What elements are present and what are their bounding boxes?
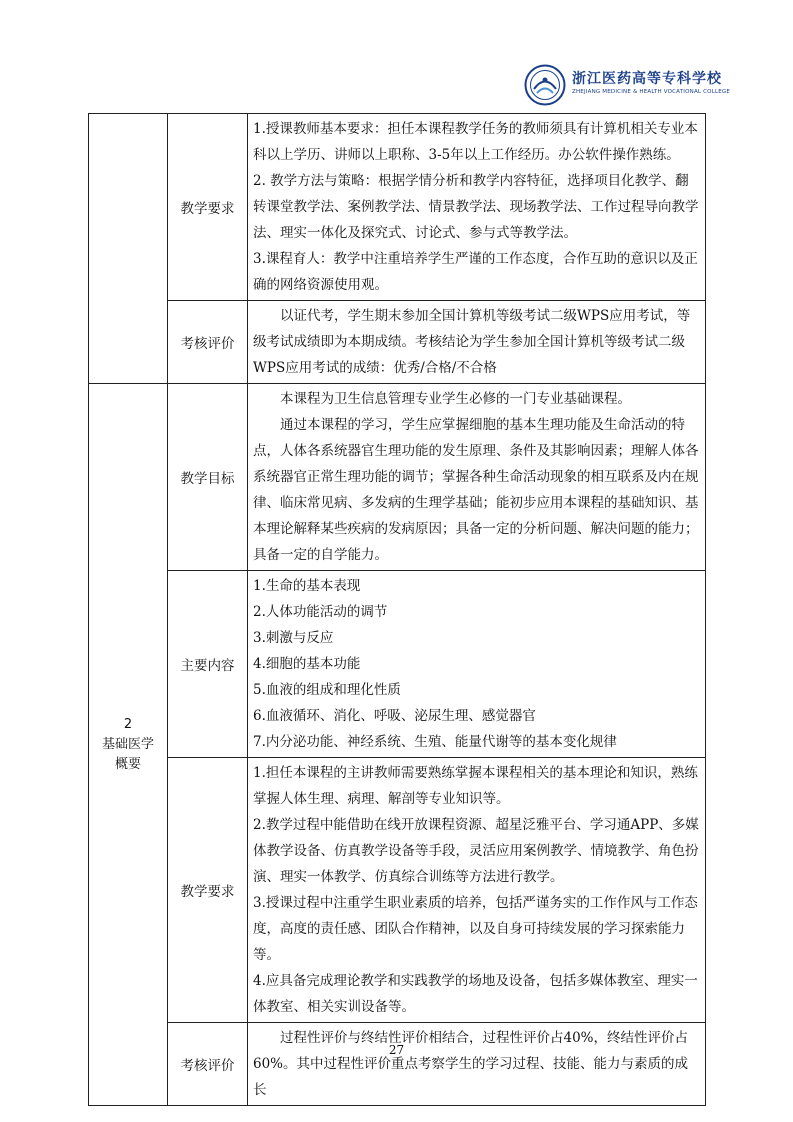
content-paragraph: 2.教学过程中能借助在线开放课程资源、超星泛雅平台、学习通APP、多媒体教学设备、仿真教学设备等手段，灵活应用案例教学、情境教学、角色扮演、理实一体教学、仿真综合训练等方法进行教学。 [253, 817, 699, 885]
table-row [89, 571, 706, 758]
college-logo [524, 64, 731, 108]
content-paragraph: 以证代考，学生期末参加全国计算机等级考试二级WPS应用考试，等级考试成绩即为本期成绩。考核结论为学生参加全国计算机等级考试二级WPS应用考试的成绩：优秀/合格/不合格 [253, 308, 691, 376]
table-row [89, 384, 706, 571]
row-label: 教学要求 [168, 758, 248, 1023]
content-paragraph: 1.授课教师基本要求：担任本课程教学任务的教师须具有计算机相关专业本科以上学历、讲师以上职称、3-5年以上工作经历。办公软件操作熟练。 [253, 121, 698, 163]
content-paragraph: 2.人体功能活动的调节 [253, 604, 388, 620]
row-content [248, 114, 706, 301]
section-cell [89, 384, 168, 1106]
content-paragraph: 4.应具备完成理论教学和实践教学的场地及设备，包括多媒体教室、理实一体教室、相关实训设备等。 [253, 973, 698, 1015]
section-name: 概要 [114, 756, 141, 772]
section-name: 基础医学 [101, 736, 154, 752]
row-content [248, 1023, 706, 1106]
college-name-cn: 浙江医药高等专科学校 [572, 71, 722, 87]
row-label: 考核评价 [168, 301, 248, 384]
row-content [248, 758, 706, 1023]
page-number: 27 [388, 1043, 405, 1057]
content-paragraph: 3.刺激与反应 [253, 630, 334, 646]
table-row [89, 1023, 706, 1106]
row-label: 教学目标 [168, 384, 248, 571]
row-content [248, 384, 706, 571]
section-number: 2 [123, 716, 133, 732]
content-paragraph: 4.细胞的基本功能 [253, 656, 361, 672]
content-paragraph: 6.血液循环、消化、呼吸、泌尿生理、感觉器官 [253, 708, 536, 724]
college-emblem-icon [524, 64, 566, 106]
content-paragraph: 3.授课过程中注重学生职业素质的培养，包括严谨务实的工作作风与工作态度，高度的责任感、团队合作精神，以及自身可持续发展的学习探索能力等。 [253, 895, 698, 963]
row-label: 主要内容 [168, 571, 248, 758]
row-content [248, 571, 706, 758]
table-row [89, 758, 706, 1023]
content-paragraph: 1.生命的基本表现 [253, 578, 361, 594]
content-paragraph: 1.担任本课程的主讲教师需要熟练掌握本课程相关的基本理论和知识，熟练掌握人体生理、病理、解剖等专业知识等。 [253, 765, 698, 807]
row-label: 教学要求 [168, 114, 248, 301]
content-paragraph: 5.血液的组成和理化性质 [253, 682, 401, 698]
section-cell-empty [89, 114, 168, 384]
row-content [248, 301, 706, 384]
row-label: 考核评价 [168, 1023, 248, 1106]
content-paragraph: 通过本课程的学习，学生应掌握细胞的基本生理功能及生命活动的特点，人体各系统器官生理功能的发生原理、条件及其影响因素；理解人体各系统器官正常生理功能的调节；掌握各种生命活动现象的相互联系及内在规律、临床常见病、多发病的生理学基础；能初步应用本课程的基础知识、基本理论解释某些疾病的发病原因；具备一定的分析问题、解决问题的能力；具备一定的自学能力。 [253, 417, 699, 563]
course-table [88, 113, 706, 1106]
content-paragraph: 7.内分泌功能、神经系统、生殖、能量代谢等的基本变化规律 [253, 734, 617, 750]
college-name-en: ZHEJIANG MEDICINE & HEALTH VOCATIONAL COLLEGE [572, 89, 731, 95]
content-paragraph: 3.课程育人：教学中注重培养学生严谨的工作态度，合作互助的意识以及正确的网络资源使用观。 [253, 251, 698, 293]
table-row [89, 301, 706, 384]
content-paragraph: 本课程为卫生信息管理专业学生必修的一门专业基础课程。 [280, 391, 631, 407]
content-paragraph: 2. 教学方法与策略：根据学情分析和教学内容特征，选择项目化教学、翻转课堂教学法、案例教学法、情景教学法、现场教学法、工作过程导向教学法、理实一体化及探究式、讨论式、参与式等教学法。 [253, 173, 699, 241]
table-row [89, 114, 706, 301]
content-paragraph: 过程性评价与终结性评价相结合，过程性评价占40%，终结性评价占60%。其中过程性评价重点考察学生的学习过程、技能、能力与素质的成长 [253, 1030, 689, 1098]
